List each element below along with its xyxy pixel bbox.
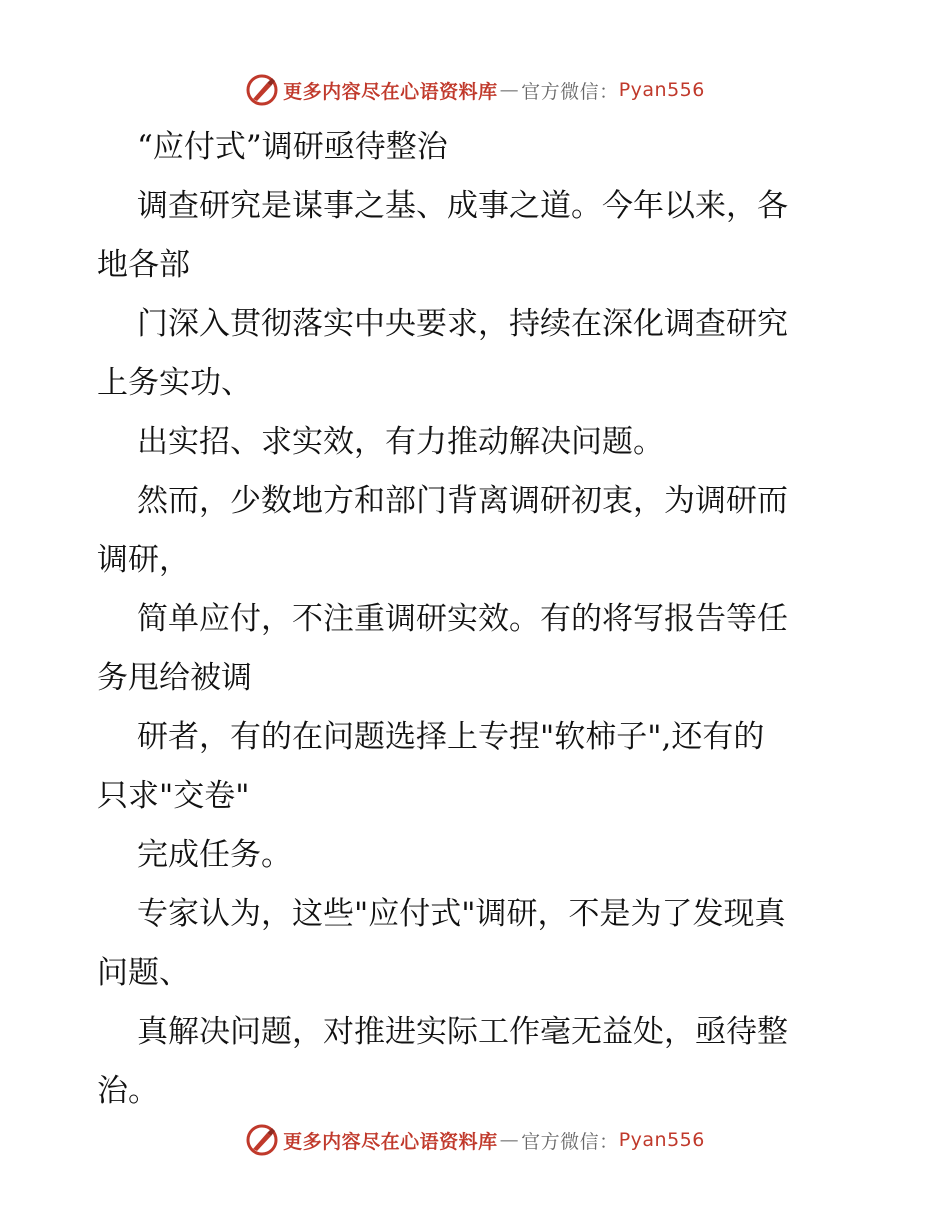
banner-wechat-label: 官方微信：	[521, 80, 619, 103]
paragraph-line: 真解决问题，对推进实际工作毫无益处，亟待整	[137, 1014, 788, 1050]
paragraph-line: 专家认为，这些"应付式"调研，不是为了发现真	[137, 896, 786, 932]
banner-account: Pyan556	[618, 79, 705, 101]
paragraph-line: 治。	[97, 1073, 159, 1109]
document-body	[97, 118, 857, 1121]
paragraph-line: 务甩给被调	[97, 660, 252, 696]
pen-logo-icon	[245, 73, 279, 107]
paragraph-line: 研者，有的在问题选择上专捏"软柿子",还有的	[137, 719, 765, 755]
banner-site-name: 更多内容尽在心语资料库	[283, 1130, 498, 1153]
paragraph-line: 完成任务。	[137, 837, 292, 873]
paragraph-line: 地各部	[97, 247, 190, 283]
header-banner	[0, 70, 950, 110]
paragraph-line: 调查研究是谋事之基、成事之道。今年以来，各	[137, 188, 788, 224]
banner-separator: —	[499, 1129, 520, 1151]
paragraph-line: 然而，少数地方和部门背离调研初衷，为调研而	[137, 483, 788, 519]
paragraph-line: 门深入贯彻落实中央要求，持续在深化调查研究	[137, 306, 788, 342]
paragraph-line: 问题、	[97, 955, 190, 991]
paragraph-line: 简单应付，不注重调研实效。有的将写报告等任	[137, 601, 788, 637]
paragraph-line: 出实招、求实效，有力推动解决问题。	[137, 424, 664, 460]
document-title: “应付式”调研亟待整治	[137, 129, 448, 165]
banner-separator: —	[499, 79, 520, 101]
footer-banner	[0, 1120, 950, 1160]
banner-wechat-label: 官方微信：	[521, 1130, 619, 1153]
pen-logo-icon	[245, 1123, 279, 1157]
paragraph-line: 上务实功、	[97, 365, 252, 401]
paragraph-line: 调研，	[97, 542, 190, 578]
banner-site-name: 更多内容尽在心语资料库	[283, 80, 498, 103]
paragraph-line: 只求"交卷"	[97, 778, 250, 814]
banner-account: Pyan556	[618, 1129, 705, 1151]
